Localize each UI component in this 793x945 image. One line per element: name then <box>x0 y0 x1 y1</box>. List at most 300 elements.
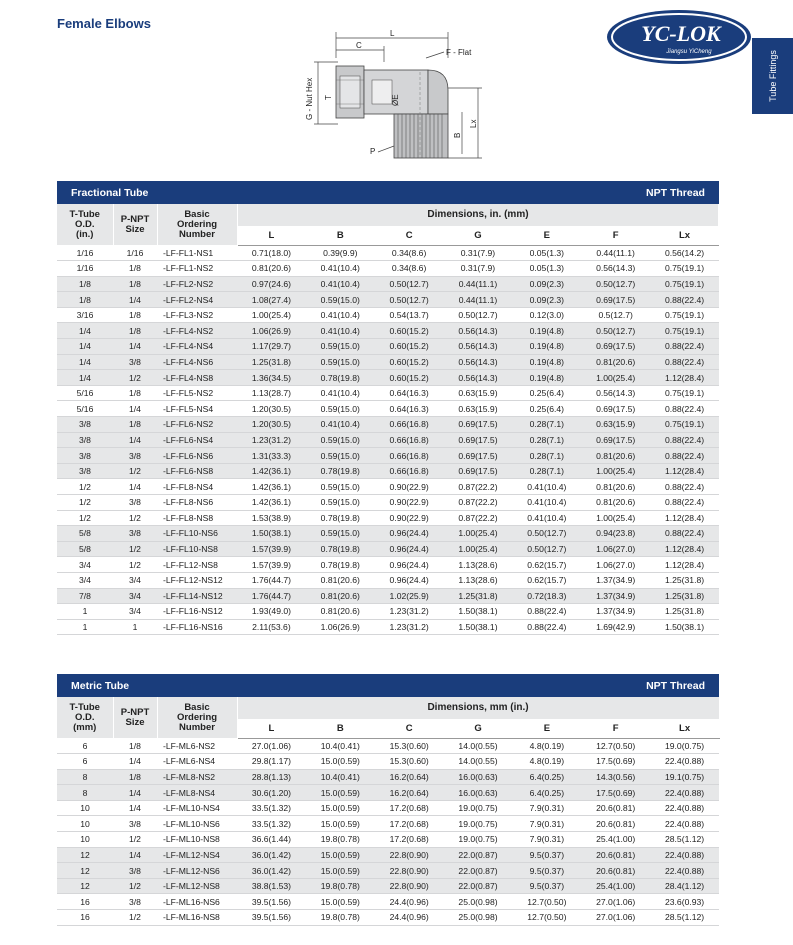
cell-c: 0.64(16.3) <box>375 385 444 401</box>
cell-e: 0.19(4.8) <box>512 370 581 386</box>
cell-part-number: -LF-FL5-NS4 <box>157 401 237 417</box>
cell-tube-od: 5/8 <box>57 541 113 557</box>
cell-c: 16.2(0.64) <box>375 769 444 785</box>
cell-tube-od: 10 <box>57 832 113 848</box>
cell-tube-od: 12 <box>57 878 113 894</box>
cell-l: 1.76(44.7) <box>237 588 306 604</box>
cell-c: 0.66(16.8) <box>375 432 444 448</box>
cell-l: 1.42(36.1) <box>237 479 306 495</box>
cell-g: 25.0(0.98) <box>444 910 513 926</box>
cell-c: 0.90(22.9) <box>375 495 444 511</box>
side-tab-label: Tube Fittings <box>767 50 778 102</box>
cell-f: 0.69(17.5) <box>581 401 650 417</box>
elbow-body-shape <box>336 66 448 158</box>
cell-g: 1.50(38.1) <box>444 619 513 635</box>
table-row <box>57 510 719 526</box>
table-row <box>57 800 719 816</box>
col-header-e: E <box>512 719 581 738</box>
cell-tube-od: 5/16 <box>57 401 113 417</box>
cell-c: 1.02(25.9) <box>375 588 444 604</box>
cell-b: 0.41(10.4) <box>306 276 375 292</box>
cell-l: 36.0(1.42) <box>237 863 306 879</box>
cell-pnpt-size: 1/8 <box>113 385 157 401</box>
cell-l: 30.6(1.20) <box>237 785 306 801</box>
cell-pnpt-size: 1/4 <box>113 432 157 448</box>
cell-e: 0.62(15.7) <box>512 557 581 573</box>
cell-c: 15.3(0.60) <box>375 754 444 770</box>
cell-g: 0.50(12.7) <box>444 307 513 323</box>
table-row <box>57 738 719 754</box>
cell-l: 1.93(49.0) <box>237 604 306 620</box>
table-row <box>57 307 719 323</box>
cell-e: 0.62(15.7) <box>512 572 581 588</box>
cell-b: 15.0(0.59) <box>306 785 375 801</box>
cell-b: 15.0(0.59) <box>306 863 375 879</box>
cell-l: 36.0(1.42) <box>237 847 306 863</box>
cell-lx: 0.88(22.4) <box>650 354 719 370</box>
cell-lx: 23.6(0.93) <box>650 894 719 910</box>
cell-f: 0.56(14.3) <box>581 261 650 277</box>
cell-e: 7.9(0.31) <box>512 800 581 816</box>
cell-b: 10.4(0.41) <box>306 738 375 754</box>
cell-l: 33.5(1.32) <box>237 800 306 816</box>
cell-e: 12.7(0.50) <box>512 894 581 910</box>
cell-g: 14.0(0.55) <box>444 754 513 770</box>
cell-pnpt-size: 1/4 <box>113 800 157 816</box>
cell-part-number: -LF-ML8-NS2 <box>157 769 237 785</box>
cell-b: 10.4(0.41) <box>306 769 375 785</box>
cell-f: 27.0(1.06) <box>581 910 650 926</box>
cell-c: 0.34(8.6) <box>375 245 444 261</box>
cell-pnpt-size: 1 <box>113 619 157 635</box>
cell-tube-od: 6 <box>57 738 113 754</box>
cell-g: 1.00(25.4) <box>444 541 513 557</box>
cell-tube-od: 1/4 <box>57 339 113 355</box>
cell-lx: 28.5(1.12) <box>650 832 719 848</box>
cell-g: 0.31(7.9) <box>444 245 513 261</box>
cell-c: 15.3(0.60) <box>375 738 444 754</box>
cell-e: 0.88(22.4) <box>512 619 581 635</box>
dim-label-lx: Lx <box>469 119 478 128</box>
cell-b: 0.59(15.0) <box>306 432 375 448</box>
thread-label: NPT Thread <box>375 181 719 204</box>
cell-lx: 1.12(28.4) <box>650 463 719 479</box>
cell-tube-od: 5/16 <box>57 385 113 401</box>
cell-f: 1.69(42.9) <box>581 619 650 635</box>
col-header-g: G <box>444 719 513 738</box>
cell-g: 0.87(22.2) <box>444 495 513 511</box>
cell-e: 0.72(18.3) <box>512 588 581 604</box>
cell-e: 0.41(10.4) <box>512 495 581 511</box>
cell-e: 9.5(0.37) <box>512 847 581 863</box>
cell-part-number: -LF-FL12-NS12 <box>157 572 237 588</box>
cell-c: 0.90(22.9) <box>375 510 444 526</box>
cell-lx: 0.88(22.4) <box>650 479 719 495</box>
cell-l: 39.5(1.56) <box>237 894 306 910</box>
yc-lok-logo <box>605 8 753 66</box>
cell-e: 0.50(12.7) <box>512 541 581 557</box>
cell-c: 0.60(15.2) <box>375 339 444 355</box>
cell-lx: 0.75(19.1) <box>650 323 719 339</box>
cell-g: 0.69(17.5) <box>444 417 513 433</box>
cell-tube-od: 10 <box>57 816 113 832</box>
cell-pnpt-size: 1/8 <box>113 261 157 277</box>
cell-e: 9.5(0.37) <box>512 878 581 894</box>
col-header-g: G <box>444 226 513 245</box>
cell-pnpt-size: 1/2 <box>113 557 157 573</box>
cell-l: 1.20(30.5) <box>237 417 306 433</box>
cell-part-number: -LF-FL6-NS2 <box>157 417 237 433</box>
cell-b: 0.78(19.8) <box>306 370 375 386</box>
dim-label-g: G - Nut Hex <box>305 77 314 120</box>
cell-g: 25.0(0.98) <box>444 894 513 910</box>
cell-b: 0.39(9.9) <box>306 245 375 261</box>
cell-b: 15.0(0.59) <box>306 800 375 816</box>
fractional-table-body <box>57 245 719 635</box>
table-row <box>57 432 719 448</box>
cell-e: 0.05(1.3) <box>512 261 581 277</box>
cell-l: 1.53(38.9) <box>237 510 306 526</box>
cell-c: 1.23(31.2) <box>375 619 444 635</box>
cell-lx: 0.88(22.4) <box>650 526 719 542</box>
cell-l: 1.13(28.7) <box>237 385 306 401</box>
cell-part-number: -LF-FL16-NS12 <box>157 604 237 620</box>
cell-c: 0.96(24.4) <box>375 526 444 542</box>
cell-f: 0.69(17.5) <box>581 432 650 448</box>
cell-tube-od: 8 <box>57 769 113 785</box>
cell-pnpt-size: 1/2 <box>113 878 157 894</box>
cell-c: 0.64(16.3) <box>375 401 444 417</box>
cell-lx: 0.75(19.1) <box>650 417 719 433</box>
table-row <box>57 354 719 370</box>
cell-f: 0.81(20.6) <box>581 495 650 511</box>
cell-tube-od: 1/8 <box>57 292 113 308</box>
cell-tube-od: 3/8 <box>57 417 113 433</box>
cell-g: 19.0(0.75) <box>444 832 513 848</box>
cell-lx: 0.88(22.4) <box>650 448 719 464</box>
col-header-f: F <box>581 226 650 245</box>
col-header-pnpt: P-NPT Size <box>113 697 157 738</box>
col-header-tube: T-Tube O.D. (in.) <box>57 204 113 245</box>
cell-lx: 0.75(19.1) <box>650 385 719 401</box>
cell-b: 0.59(15.0) <box>306 354 375 370</box>
cell-b: 0.78(19.8) <box>306 510 375 526</box>
cell-part-number: -LF-ML10-NS4 <box>157 800 237 816</box>
cell-c: 1.23(31.2) <box>375 604 444 620</box>
cell-pnpt-size: 3/8 <box>113 526 157 542</box>
cell-c: 0.34(8.6) <box>375 261 444 277</box>
table-row <box>57 557 719 573</box>
cell-e: 7.9(0.31) <box>512 832 581 848</box>
table-row <box>57 339 719 355</box>
cell-tube-od: 1/4 <box>57 323 113 339</box>
cell-b: 1.06(26.9) <box>306 619 375 635</box>
cell-lx: 1.50(38.1) <box>650 619 719 635</box>
table-row <box>57 526 719 542</box>
cell-l: 1.42(36.1) <box>237 463 306 479</box>
cell-lx: 0.88(22.4) <box>650 401 719 417</box>
cell-part-number: -LF-ML6-NS4 <box>157 754 237 770</box>
cell-l: 1.50(38.1) <box>237 526 306 542</box>
cell-pnpt-size: 1/8 <box>113 417 157 433</box>
col-header-c: C <box>375 226 444 245</box>
cell-l: 1.23(31.2) <box>237 432 306 448</box>
cell-tube-od: 5/8 <box>57 526 113 542</box>
cell-part-number: -LF-FL4-NS6 <box>157 354 237 370</box>
cell-c: 17.2(0.68) <box>375 832 444 848</box>
cell-l: 33.5(1.32) <box>237 816 306 832</box>
cell-part-number: -LF-FL14-NS12 <box>157 588 237 604</box>
cell-f: 0.5(12.7) <box>581 307 650 323</box>
cell-l: 39.5(1.56) <box>237 910 306 926</box>
cell-f: 20.6(0.81) <box>581 863 650 879</box>
table-row <box>57 894 719 910</box>
cell-g: 0.69(17.5) <box>444 432 513 448</box>
cell-e: 0.28(7.1) <box>512 448 581 464</box>
cell-c: 0.50(12.7) <box>375 276 444 292</box>
cell-tube-od: 6 <box>57 754 113 770</box>
cell-b: 0.81(20.6) <box>306 588 375 604</box>
table-row <box>57 495 719 511</box>
cell-pnpt-size: 1/8 <box>113 307 157 323</box>
cell-e: 6.4(0.25) <box>512 785 581 801</box>
cell-g: 16.0(0.63) <box>444 785 513 801</box>
table-row <box>57 323 719 339</box>
table-row <box>57 816 719 832</box>
cell-pnpt-size: 1/2 <box>113 832 157 848</box>
table-row <box>57 572 719 588</box>
col-header-b: B <box>306 226 375 245</box>
cell-c: 0.90(22.9) <box>375 479 444 495</box>
cell-l: 28.8(1.13) <box>237 769 306 785</box>
cell-b: 15.0(0.59) <box>306 754 375 770</box>
cell-l: 1.57(39.9) <box>237 557 306 573</box>
cell-f: 0.69(17.5) <box>581 292 650 308</box>
table-row <box>57 292 719 308</box>
col-header-lx: Lx <box>650 719 719 738</box>
cell-e: 9.5(0.37) <box>512 863 581 879</box>
cell-b: 0.81(20.6) <box>306 604 375 620</box>
cell-e: 0.28(7.1) <box>512 417 581 433</box>
cell-g: 22.0(0.87) <box>444 863 513 879</box>
dim-label-b: B <box>453 132 462 138</box>
cell-lx: 22.4(0.88) <box>650 863 719 879</box>
cell-g: 1.13(28.6) <box>444 557 513 573</box>
cell-pnpt-size: 1/2 <box>113 463 157 479</box>
cell-e: 0.19(4.8) <box>512 354 581 370</box>
table-row <box>57 863 719 879</box>
cell-pnpt-size: 1/4 <box>113 785 157 801</box>
cell-b: 0.41(10.4) <box>306 385 375 401</box>
cell-e: 0.28(7.1) <box>512 432 581 448</box>
cell-tube-od: 1/2 <box>57 495 113 511</box>
col-header-e: E <box>512 226 581 245</box>
cell-lx: 1.25(31.8) <box>650 604 719 620</box>
cell-e: 0.25(6.4) <box>512 385 581 401</box>
cell-c: 0.60(15.2) <box>375 323 444 339</box>
cell-c: 0.66(16.8) <box>375 463 444 479</box>
dim-label-e: ØE <box>391 94 400 106</box>
table-row <box>57 448 719 464</box>
cell-pnpt-size: 1/4 <box>113 479 157 495</box>
cell-tube-od: 3/4 <box>57 557 113 573</box>
cell-lx: 19.1(0.75) <box>650 769 719 785</box>
cell-pnpt-size: 3/4 <box>113 572 157 588</box>
cell-part-number: -LF-ML12-NS8 <box>157 878 237 894</box>
cell-f: 0.63(15.9) <box>581 417 650 433</box>
cell-tube-od: 1/8 <box>57 276 113 292</box>
cell-b: 19.8(0.78) <box>306 910 375 926</box>
col-header-dimensions: Dimensions, mm (in.) <box>237 697 719 719</box>
metric-table-body <box>57 738 719 925</box>
cell-f: 14.3(0.56) <box>581 769 650 785</box>
logo-brand: YC-LOK <box>641 21 721 46</box>
cell-g: 22.0(0.87) <box>444 878 513 894</box>
cell-tube-od: 3/4 <box>57 572 113 588</box>
cell-e: 0.28(7.1) <box>512 463 581 479</box>
cell-g: 0.44(11.1) <box>444 276 513 292</box>
cell-l: 0.81(20.6) <box>237 261 306 277</box>
cell-pnpt-size: 3/8 <box>113 894 157 910</box>
cell-b: 0.59(15.0) <box>306 292 375 308</box>
cell-pnpt-size: 1/16 <box>113 245 157 261</box>
col-header-pnpt: P-NPT Size <box>113 204 157 245</box>
cell-b: 0.78(19.8) <box>306 557 375 573</box>
cell-tube-od: 12 <box>57 863 113 879</box>
cell-f: 0.81(20.6) <box>581 448 650 464</box>
cell-b: 0.41(10.4) <box>306 323 375 339</box>
cell-b: 0.78(19.8) <box>306 541 375 557</box>
col-header-tube: T-Tube O.D. (mm) <box>57 697 113 738</box>
cell-f: 27.0(1.06) <box>581 894 650 910</box>
table-row <box>57 479 719 495</box>
cell-f: 0.50(12.7) <box>581 323 650 339</box>
cell-g: 0.56(14.3) <box>444 339 513 355</box>
col-header-dimensions: Dimensions, in. (mm) <box>237 204 719 226</box>
cell-pnpt-size: 3/8 <box>113 448 157 464</box>
cell-lx: 0.75(19.1) <box>650 261 719 277</box>
cell-tube-od: 3/8 <box>57 432 113 448</box>
cell-c: 22.8(0.90) <box>375 878 444 894</box>
cell-c: 24.4(0.96) <box>375 910 444 926</box>
cell-l: 1.76(44.7) <box>237 572 306 588</box>
cell-part-number: -LF-FL1-NS2 <box>157 261 237 277</box>
cell-tube-od: 10 <box>57 800 113 816</box>
cell-tube-od: 8 <box>57 785 113 801</box>
cell-l: 1.08(27.4) <box>237 292 306 308</box>
cell-lx: 1.25(31.8) <box>650 572 719 588</box>
cell-lx: 0.88(22.4) <box>650 495 719 511</box>
table-row <box>57 588 719 604</box>
cell-pnpt-size: 3/4 <box>113 604 157 620</box>
cell-l: 1.36(34.5) <box>237 370 306 386</box>
cell-b: 0.59(15.0) <box>306 526 375 542</box>
cell-f: 1.00(25.4) <box>581 463 650 479</box>
cell-pnpt-size: 1/8 <box>113 276 157 292</box>
cell-part-number: -LF-ML12-NS4 <box>157 847 237 863</box>
cell-part-number: -LF-ML16-NS6 <box>157 894 237 910</box>
cell-b: 15.0(0.59) <box>306 894 375 910</box>
cell-tube-od: 1 <box>57 619 113 635</box>
cell-f: 20.6(0.81) <box>581 800 650 816</box>
cell-pnpt-size: 1/4 <box>113 292 157 308</box>
cell-lx: 0.75(19.1) <box>650 307 719 323</box>
cell-tube-od: 1/16 <box>57 245 113 261</box>
cell-part-number: -LF-FL5-NS2 <box>157 385 237 401</box>
cell-b: 15.0(0.59) <box>306 816 375 832</box>
table-row <box>57 769 719 785</box>
table-row <box>57 245 719 261</box>
cell-l: 1.06(26.9) <box>237 323 306 339</box>
cell-f: 17.5(0.69) <box>581 754 650 770</box>
cell-part-number: -LF-FL2-NS4 <box>157 292 237 308</box>
cell-f: 1.37(34.9) <box>581 572 650 588</box>
cell-lx: 1.12(28.4) <box>650 370 719 386</box>
cell-g: 0.56(14.3) <box>444 354 513 370</box>
cell-f: 1.37(34.9) <box>581 604 650 620</box>
cell-c: 0.66(16.8) <box>375 417 444 433</box>
cell-b: 15.0(0.59) <box>306 847 375 863</box>
col-header-lx: Lx <box>650 226 719 245</box>
cell-pnpt-size: 1/2 <box>113 510 157 526</box>
dim-label-p: P <box>370 147 376 156</box>
cell-part-number: -LF-FL16-NS16 <box>157 619 237 635</box>
cell-e: 0.50(12.7) <box>512 526 581 542</box>
cell-g: 1.25(31.8) <box>444 588 513 604</box>
cell-pnpt-size: 3/8 <box>113 863 157 879</box>
cell-e: 0.19(4.8) <box>512 339 581 355</box>
col-header-l: L <box>237 226 306 245</box>
cell-f: 17.5(0.69) <box>581 785 650 801</box>
col-header-basic: Basic Ordering Number <box>157 697 237 738</box>
cell-e: 0.09(2.3) <box>512 276 581 292</box>
cell-f: 0.44(11.1) <box>581 245 650 261</box>
cell-e: 7.9(0.31) <box>512 816 581 832</box>
cell-tube-od: 1 <box>57 604 113 620</box>
cell-tube-od: 1/4 <box>57 370 113 386</box>
cell-pnpt-size: 1/2 <box>113 541 157 557</box>
table-row <box>57 619 719 635</box>
table-row <box>57 878 719 894</box>
dim-label-c: C <box>356 41 362 50</box>
cell-part-number: -LF-FL6-NS4 <box>157 432 237 448</box>
table-row <box>57 463 719 479</box>
cell-lx: 22.4(0.88) <box>650 754 719 770</box>
cell-lx: 19.0(0.75) <box>650 738 719 754</box>
cell-f: 0.81(20.6) <box>581 354 650 370</box>
cell-g: 1.00(25.4) <box>444 526 513 542</box>
cell-lx: 0.88(22.4) <box>650 432 719 448</box>
cell-g: 19.0(0.75) <box>444 816 513 832</box>
cell-g: 0.31(7.9) <box>444 261 513 277</box>
cell-c: 24.4(0.96) <box>375 894 444 910</box>
cell-b: 0.59(15.0) <box>306 339 375 355</box>
col-header-basic: Basic Ordering Number <box>157 204 237 245</box>
cell-l: 1.25(31.8) <box>237 354 306 370</box>
cell-part-number: -LF-ML6-NS2 <box>157 738 237 754</box>
cell-pnpt-size: 3/8 <box>113 816 157 832</box>
cell-e: 0.25(6.4) <box>512 401 581 417</box>
cell-e: 0.41(10.4) <box>512 510 581 526</box>
cell-pnpt-size: 1/4 <box>113 339 157 355</box>
cell-lx: 0.88(22.4) <box>650 339 719 355</box>
cell-lx: 22.4(0.88) <box>650 847 719 863</box>
section-title: Fractional Tube <box>57 181 375 204</box>
table-row <box>57 370 719 386</box>
table-row <box>57 541 719 557</box>
cell-part-number: -LF-FL2-NS2 <box>157 276 237 292</box>
cell-g: 0.69(17.5) <box>444 448 513 464</box>
